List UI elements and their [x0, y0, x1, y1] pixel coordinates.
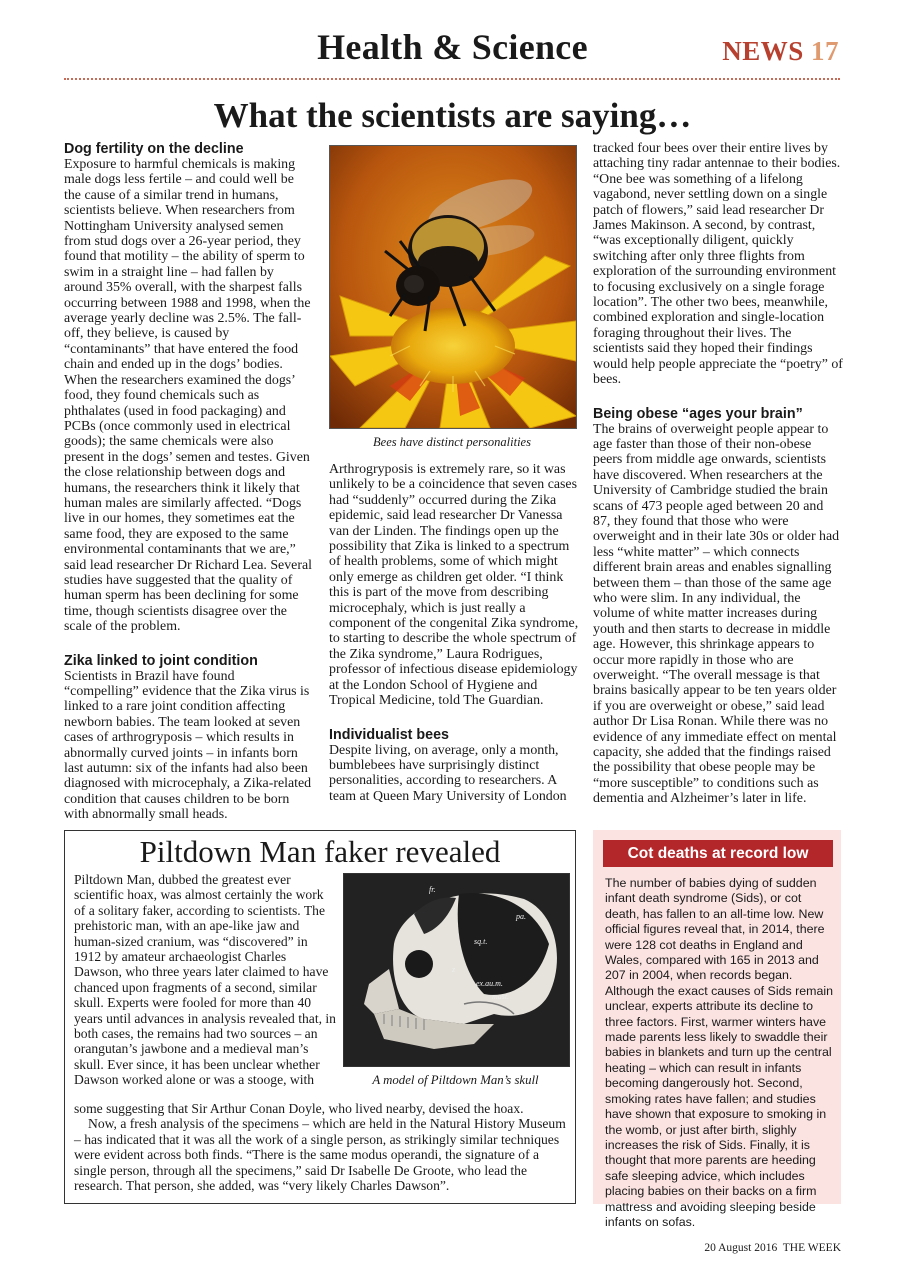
article-heading-bees: Individualist bees: [329, 726, 449, 743]
article-body-dog-fertility: Exposure to harmful chemicals is making male dogs less fertile – and could well be the cause of a similar trend in humans, scientists believe. When researchers from Nottingham University analysed semen from stud dogs over a 26-year period, they found that motility – the ability of sperm to swim in a straight line – had fallen by around 35% overall, with the sharpest falls occurring between 1988 and 1998, when the average yearly decline was 2.5%. The fall-off, they believe, is caused by “contaminants” that have entered the food chain and ended up in the dogs’ bodies. When the researchers examined the dogs’ food, they found chemicals such as phthalates (used in food packaging) and PCBs (once commonly used in electrical goods); the same chemicals were also present in the dogs’ semen and testes. Given the close relationship between dogs and humans, the researchers think it likely that human males are similarly affected. “Dogs live in our homes, they sometimes eat the same food, they are exposed to the same environmental contaminants that we are,” said lead researcher Dr Richard Lea. Several studies have suggested that the quality of human sperm has been declining for some time, though scientists disagree over the scale of the problem.: [64, 157, 312, 635]
skull-label-fr: fr.: [429, 885, 436, 894]
section-title: Health & Science: [317, 27, 588, 67]
piltdown-body-bottom: [74, 1101, 572, 1193]
footer-date: 20 August 2016: [704, 1242, 778, 1254]
page-footer: [704, 1242, 841, 1254]
cot-deaths-heading: Cot deaths at record low: [603, 840, 833, 867]
piltdown-body-line: some suggesting that Sir Arthur Conan Doyle, who lived nearby, devised the hoax.: [74, 1101, 524, 1116]
piltdown-skull-image: [343, 873, 570, 1067]
article-body-zika-continued: Arthrogryposis is extremely rare, so it was unlikely to be a coincidence that seven cases had “suddenly” occurred during the Zika epidemic, said lead researcher Dr Vanessa van der Linden. The findings open up the possibility that Zika is linked to a spectrum of health problems, some of which might only emerge as children get older. “I think this is part of the move from describing microcephaly, which is just really a component of the congenital Zika syndrome, to starting to describe the whole spectrum of the Zika syndrome,” Laura Rodrigues, professor of infectious disease epidemiology at the London School of Hygiene and Tropical Medicine, told The Guardian.: [329, 462, 579, 709]
skull-label-mast: mast.: [492, 992, 510, 1001]
article-body-bees-continued: tracked four bees over their entire lives by attaching tiny radar antennae to their bodies. “One bee was something of a lifelong vagabond, never settling down on a single patch of flowers,” said lead researcher Dr James Makinson. A second, by contrast, “was exceptionally diligent, quickly switching after only three flights from exploration of the surrounding environment to focusing exclusively on a single forage location”. The other two bees, meanwhile, combined exploration and single-location foraging throughout their lives. The scientists said they hoped their findings would help people appreciate the “poetry” of bees.: [593, 141, 843, 388]
main-headline: What the scientists are saying…: [213, 96, 692, 135]
article-heading-obese-brain: Being obese “ages your brain”: [593, 405, 803, 422]
piltdown-title: Piltdown Man faker revealed: [139, 834, 501, 869]
piltdown-body-left: Piltdown Man, dubbed the greatest ever scientific hoax, was almost certainly the work of a solitary faker, according to scientists. The prehistoric man, with an ape-like jaw and human-sized cranium, was “discovered” in 1912 by amateur archaeologist Charles Dawson, who three years later claimed to have chanced upon fragments of a second, similar skull. Experts were fooled for more than 40 years until advances in analysis revealed that, in both cases, the remains had two sources – an orangutan’s jawbone and a medieval man’s skull. Ever since, it has been unclear whether Dawson worked alone or was a stooge, with: [74, 872, 336, 1088]
column-2: [329, 462, 579, 804]
article-body-obese-brain: The brains of overweight people appear to age faster than those of their non-obese peers from middle age onwards, scientists have discovered. When researchers at the University of Cambridge studied the brain scans of 473 people aged between 20 and 87, they found that those who were overweight and in their late 30s or older had less “white matter” – which connects different brain areas and enables signalling between them – than those of the same age who were slim. In any individual, the volume of white matter increases during youth and then starts to decrease in middle age. However, this shrinkage appears to occur more rapidly in those who are overweight. “The overall message is that brains basically appear to be ten years older if you are overweight or obese,” said lead author Dr Lisa Ronan. While there was no evidence of any immediate effect on mental capacity, she added that the findings raised the possibility that obese people may be “more susceptible” to conditions such as dementia and Alzheimer’s later in life.: [593, 421, 840, 807]
skull-label-z: z: [452, 965, 456, 974]
page-number: 17: [811, 36, 839, 66]
skull-label-pa: pa.: [516, 912, 526, 921]
article-heading-dog-fertility: Dog fertility on the decline: [64, 141, 244, 157]
piltdown-body-para2: Now, a fresh analysis of the specimens – which are held in the Natural History Museum – has indicated that it was all the work of a single person, as strikingly similar techniques were evident across both finds. “There is the same modus operandi, the signature of a single person, through all the specimens,” said Dr Isabelle De Groote, who lead the research. That person, she added, was “very likely Charles Dawson”.: [74, 1116, 566, 1194]
bee-photo-caption: Bees have distinct personalities: [373, 435, 531, 449]
header-divider: [64, 78, 840, 80]
piltdown-image-caption: A model of Piltdown Man’s skull: [372, 1073, 539, 1087]
news-page-tag: [722, 36, 839, 67]
bee-photo: [329, 145, 577, 429]
column-1: [64, 141, 312, 823]
skull-label-exaum: ex.au.m.: [476, 979, 503, 988]
article-body-zika: Scientists in Brazil have found “compelling” evidence that the Zika virus is linked to a rare joint condition affecting newborn babies. The team looked at seven cases of arthrogryposis – which results in abnormally curved joints – in infants born last autumn: six of the infants had also been diagnosed with microcephaly, a Zika-related condition that causes children to be born with abnormally small heads.: [64, 668, 312, 823]
article-body-bees: Despite living, on average, only a month, bumblebees have surprisingly distinct personalities, according to researchers. A team at Queen Mary University of London: [329, 742, 567, 804]
skull-label-sqt: sq.t.: [474, 937, 488, 946]
column-3: [593, 141, 843, 807]
footer-publication: THE WEEK: [782, 1242, 841, 1254]
cot-deaths-body: The number of babies dying of sudden infant death syndrome (Sids), or cot death, has fallen to an all-time low. New official figures reveal that, in 2014, there were 128 cot deaths in England and Wales, compared with 165 in 2013 and 207 in 2004, when records began. Although the exact causes of Sids remain unclear, experts attribute its decline to three factors. First, warmer winters have made parents less likely to swaddle their babies in blankets and turn up the central heating – which can result in infants becoming dangerously hot. Second, smoking rates have fallen; and studies have shown that exposure to smoking in the womb, or just after birth, slighly increases the risk of Sids. Finally, it is thought that more parents are heeding safe sleeping advice, which includes placing babies on their backs on a firm mattress and avoiding sleeping beside infants on sofas.: [605, 876, 833, 1229]
article-heading-zika: Zika linked to joint condition: [64, 652, 258, 669]
news-label: NEWS: [722, 36, 804, 66]
